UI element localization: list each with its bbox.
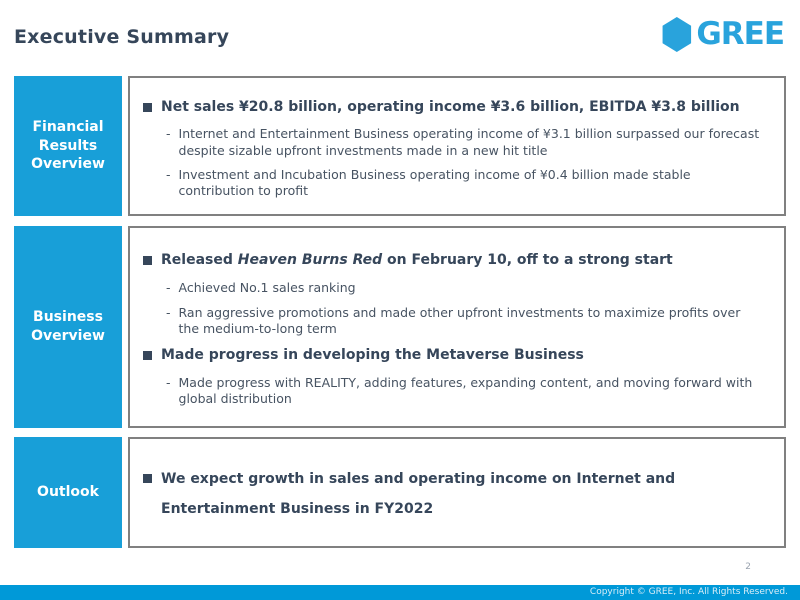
dash-icon: - — [166, 166, 171, 182]
sub-bullet-item — [166, 280, 762, 296]
section-row — [14, 226, 786, 428]
bullet-square-icon — [143, 103, 152, 112]
bullet-item — [142, 98, 762, 117]
section-label: Financial Results Overview — [14, 76, 122, 216]
section-label: Outlook — [14, 437, 122, 548]
sub-bullet-item — [166, 167, 762, 200]
bullet-square-icon — [143, 474, 152, 483]
bullet-item — [142, 346, 762, 365]
logo-wordmark: GREE — [696, 16, 784, 52]
section-label: Business Overview — [14, 226, 122, 428]
section-row — [14, 76, 786, 216]
bullet-text: We expect growth in sales and operating income on Internet and Entertainment Business in FY2022 — [161, 470, 676, 517]
hexagon-logo-icon — [661, 17, 692, 52]
bullet-item — [142, 464, 762, 524]
bullet-text: Made progress in developing the Metaverse Business — [161, 347, 584, 364]
bullet-square-icon — [143, 256, 152, 265]
bullet-item — [142, 251, 762, 270]
sub-bullet-item — [166, 126, 762, 159]
sub-bullet-text: Achieved No.1 sales ranking — [178, 280, 356, 296]
sub-bullet-text: Ran aggressive promotions and made other upfront investments to maximize profits over the medium-to-long term — [178, 304, 741, 336]
section-row — [14, 437, 786, 548]
bullet-square-icon — [143, 351, 152, 360]
bullet-text: Released Heaven Burns Red on February 10, off to a strong start — [161, 252, 673, 269]
section-content — [128, 437, 786, 548]
dash-icon: - — [166, 280, 171, 296]
page-number: 2 — [745, 562, 751, 572]
section-content — [128, 76, 786, 216]
dash-icon: - — [166, 304, 171, 320]
sections — [14, 76, 786, 548]
sub-bullet-text: Investment and Incubation Business operating income of ¥0.4 billion made stable contribution to profit — [178, 166, 691, 199]
footer-bar — [0, 585, 800, 600]
sub-bullet-item — [166, 375, 762, 408]
section-content — [128, 226, 786, 428]
sub-bullet-item — [166, 305, 762, 338]
page-title: Executive Summary — [14, 26, 230, 48]
sub-bullet-text: Made progress with REALITY, adding features, expanding content, and moving forward with global distribution — [178, 375, 753, 407]
dash-icon: - — [166, 126, 171, 142]
gree-logo — [661, 17, 784, 52]
sub-bullet-text: Internet and Entertainment Business operating income of ¥3.1 billion surpassed our forecast despite sizable upfront investments made in a new hit title — [178, 126, 760, 158]
header — [0, 0, 800, 62]
dash-icon: - — [166, 375, 171, 391]
copyright-text: Copyright © GREE, Inc. All Rights Reserved. — [589, 587, 788, 597]
bullet-text: Net sales ¥20.8 billion, operating income ¥3.6 billion, EBITDA ¥3.8 billion — [161, 98, 740, 115]
